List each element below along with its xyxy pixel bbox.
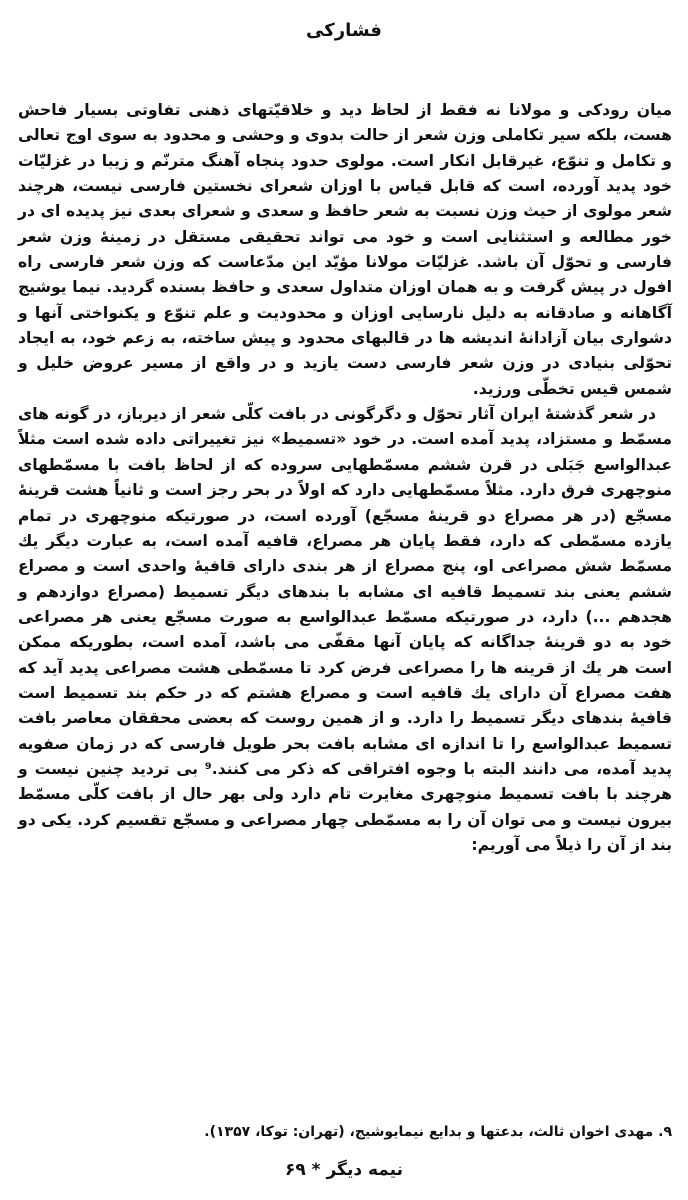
paragraph-2: در شعر گذشتهٔ ایران آثار تحوّل و دگرگونی در بافت کلّی شعر از دیرباز، در گونه های مسمّط و مستزاد، پدید آمده است. در خود «تسمیط» نیز تغییراتی داده شده است مثلاً عبدالواسع جَبَلی در قرن ششم مسمّطهایی سروده که از لحاظ بافت با مسمّطهای منوچهری فرق دارد. مثلاً مسمّطهایی دارد که اولاً در بحر رجز است و ثانیاً هشت قرینهٔ مسجّع (در هر مصراع دو قرینهٔ مسجّع) آورده است، در صورتیکه منوچهری در تمام یازده مسمّطی که دارد، فقط پایان هر مصراع، قافیه آمده است، به عبارت دیگر یك مسمّط شش مصراعی او، پنج مصراع از هر بندی دارای قافیهٔ واحدی است و مصراع ششم یعنی بند تسمیط قافیه ای مشابه با بندهای دیگر تسمیط (مصراع دوازدهم و هجدهم ...) دارد، در صورتیکه مسمّط عبدالواسع به صورت مسجّع یعنی هر مصراعی خود به دو قرینهٔ جداگانه که پایان آنها مقفّی می باشد، آمده است، بطوریکه ممکن است هر یك از قرینه ها را مصراعی فرض کرد تا مسمّطی هشت مصراعی پدید آید که هفت مصراع آن دارای یك قافیه است و مصراع هشتم که در حکم بند تسمیط است قافیهٔ بندهای دیگر تسمیط را دارد. و از همین روست که بعضی محققان معاصر بافت تسمیط عبدالواسع را تا اندازه ای مشابه بافت بحر طویل فارسی که در زمان صفویه پدید آمده، می دانند البته با وجوه افتراقی که ذکر می کنند.⁹ بی تردید چنین نیست و هرچند با بافت تسمیط منوچهری مغایرت تام دارد ولی بهر حال از بافت کلّی مسمّط بیرون نیست و می توان آن را به مسمّطی چهار مصراعی و مسجّع تقسیم کرد. یکی دو بند از آن را ذیلاً می آوریم: bbox=[18, 405, 672, 854]
footnote: ۹. مهدی اخوان ثالث، بدعتها و بدایع نیمایوشیج، (تهران: توکا، ۱۳۵۷). bbox=[204, 1124, 672, 1140]
paragraph-1: میان رودکی و مولانا نه فقط از لحاظ دید و خلاقیّتهای ذهنی تفاوتی بسیار فاحش هست، بلکه سیر تکاملی وزن شعر از حالت بدوی و وحشی و محدود به سوی اوج تعالی و تکامل و تنوّع، غیرقابل انکار است. مولوی حدود پنجاه آهنگ مترنّم و زیبا در غزلیّات خود پدید آورده، است که قابل قیاس با اوزان شعرای نخستین فارسی نیست، هرچند شعر مولوی از حیث وزن نسبت به شعر حافظ و سعدی و شعرای بعدی نیز پدیده ای در خور مطالعه و استثنایی است و خود می تواند تحقیقی مستقل در زمینهٔ وزن شعر فارسی و تحوّل آن باشد. غزلیّات مولانا مؤیّد این مدّعاست که وزن شعر فارسی راه افول در پیش گرفت و به همان اوزان متداول سعدی و حافظ بسنده گردید. نیما یوشیج آگاهانه و صادقانه به دلیل نارسایی اوزان و محدودیت و علم تنوّع و یکنواختی آنها و دشواری بیان آزادانهٔ اندیشه ها در قالبهای محدود و پیش ساخته، به زعم خود، به ایجاد تحوّلی بنیادی در وزن شعر فارسی دست یازید و در واقع از مسیر عروض خلیل و شمس قیس تخطّی ورزید. bbox=[18, 101, 672, 398]
running-header: فشارکی bbox=[306, 20, 382, 41]
body-text bbox=[18, 98, 672, 858]
page-footer: نیمه دیگر * ۶۹ bbox=[284, 1160, 403, 1180]
